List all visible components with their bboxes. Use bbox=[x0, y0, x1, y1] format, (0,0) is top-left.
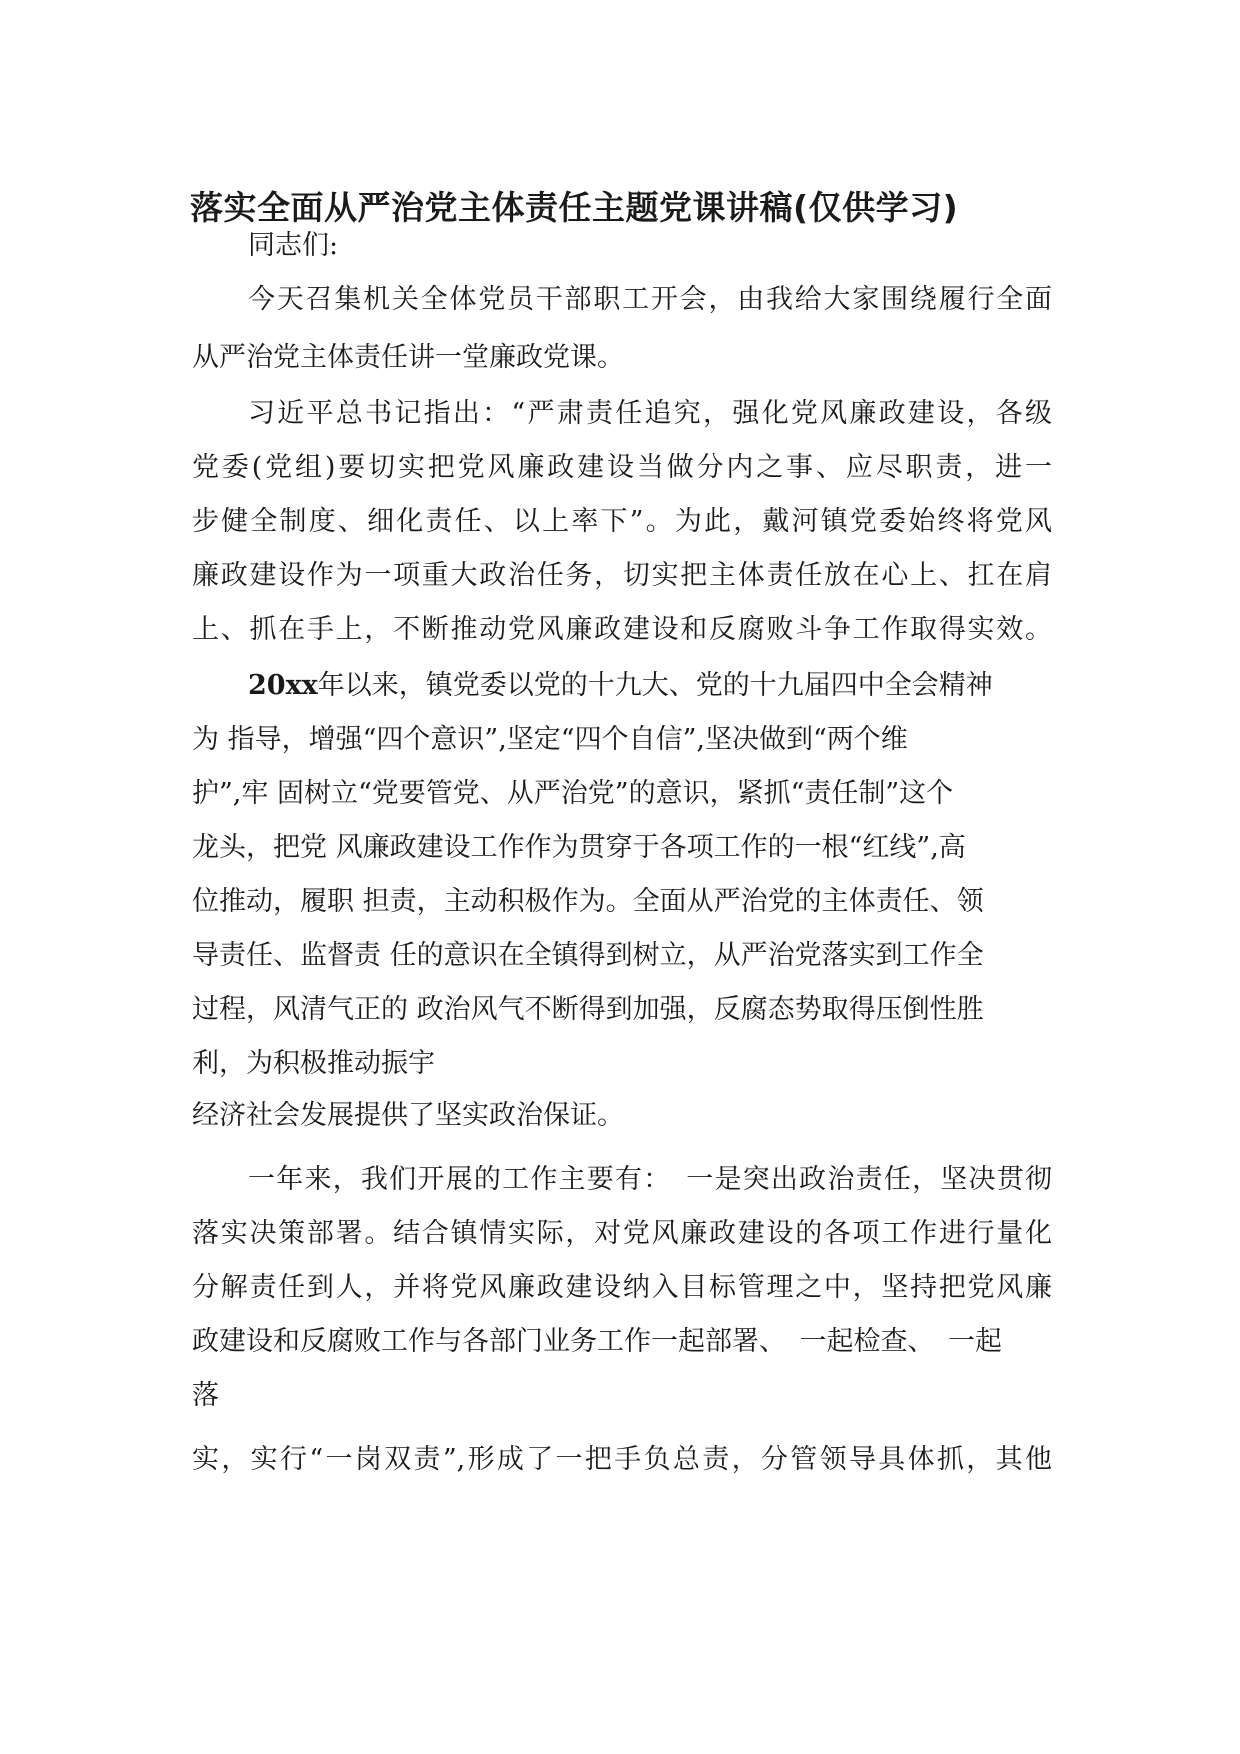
body-line: 位推动，履职 担责，主动积极作为。全面从严治党的主体责任、领 bbox=[192, 886, 984, 917]
body-line: 落 bbox=[192, 1380, 219, 1411]
body-line: 为 指导，增强“四个意识”,坚定“四个自信”,坚决做到“两个维 bbox=[192, 724, 908, 755]
body-line: 落实决策部署。结合镇情实际，对党风廉政建设的各项工作进行量化 bbox=[192, 1218, 1052, 1249]
year-label: 20xx bbox=[248, 670, 318, 701]
body-line: 步健全制度、细化责任、以上率下”。为此，戴河镇党委始终将党风 bbox=[192, 506, 1052, 537]
body-line: 党委(党组)要切实把党风廉政建设当做分内之事、应尽职责，进一 bbox=[192, 452, 1052, 483]
salutation: 同志们: bbox=[248, 230, 339, 261]
body-line: 过程，风清气正的 政治风气不断得到加强，反腐态势取得压倒性胜 bbox=[192, 994, 984, 1025]
body-line: 实，实行“一岗双责”,形成了一把手负总责，分管领导具体抓，其他 bbox=[192, 1444, 1052, 1475]
body-line: 上、抓在手上，不断推动党风廉政建设和反腐败斗争工作取得实效。 bbox=[192, 614, 1052, 645]
body-line-text: 年以来，镇党委以党的十九大、党的十九届四中全会精神 bbox=[317, 670, 993, 701]
body-line: 经济社会发展提供了坚实政治保证。 bbox=[192, 1100, 624, 1131]
body-line: 利，为积极推动振宇 bbox=[192, 1048, 435, 1079]
body-line: 廉政建设作为一项重大政治任务，切实把主体责任放在心上、扛在肩 bbox=[192, 560, 1052, 591]
body-line: 导责任、监督责 任的意识在全镇得到树立，从严治党落实到工作全 bbox=[192, 940, 984, 971]
body-line: 护”,牢 固树立“党要管党、从严治党”的意识，紧抓“责任制”这个 bbox=[192, 778, 954, 809]
body-line: 今天召集机关全体党员干部职工开会，由我给大家围绕履行全面 bbox=[248, 284, 1052, 315]
body-line: 分解责任到人，并将党风廉政建设纳入目标管理之中，坚持把党风廉 bbox=[192, 1272, 1052, 1303]
body-line-year bbox=[248, 668, 993, 704]
document-title: 落实全面从严治党主体责任主题党课讲稿(仅供学习) bbox=[190, 188, 959, 227]
body-line: 政建设和反腐败工作与各部门业务工作一起部署、 一起检查、 一起 bbox=[192, 1326, 1002, 1357]
body-line: 一年来，我们开展的工作主要有： 一是突出政治责任，坚决贯彻 bbox=[248, 1164, 1052, 1195]
body-line: 习近平总书记指出：“严肃责任追究，强化党风廉政建设，各级 bbox=[248, 398, 1052, 429]
body-line: 从严治党主体责任讲一堂廉政党课。 bbox=[192, 342, 624, 373]
body-line: 龙头，把党 风廉政建设工作作为贯穿于各项工作的一根“红线”,高 bbox=[192, 832, 966, 863]
